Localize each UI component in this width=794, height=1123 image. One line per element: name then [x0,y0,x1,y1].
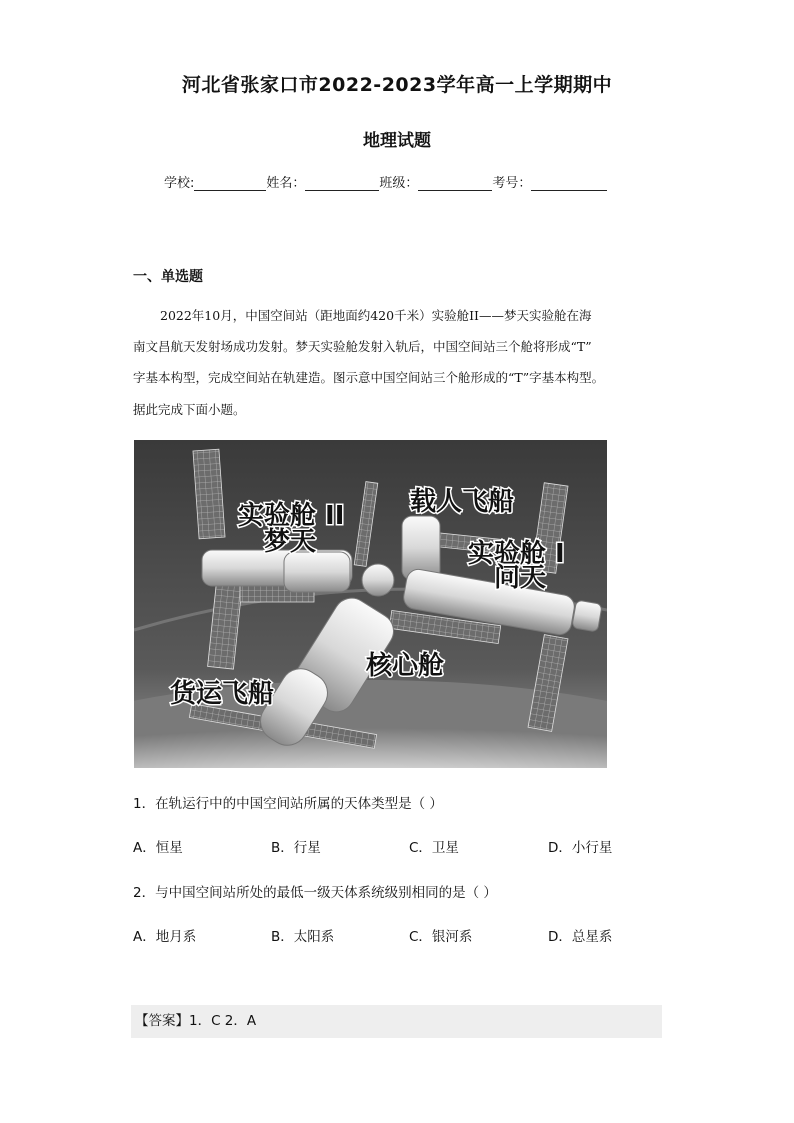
answer-box [131,1005,662,1038]
label-crew-ship: 载人飞船 [410,487,515,517]
q2-option-a[interactable]: A．地月系 [133,929,197,945]
passage-line-2: 南文昌航天发射场成功发射。梦天实验舱发射入轨后，中国空间站三个舱将形成“T” [133,339,592,354]
label-mengtian-1: 实验舱 II [238,501,345,531]
name-field[interactable] [305,176,379,191]
section-heading: 一、单选题 [133,269,203,285]
q2-option-b[interactable]: B．太阳系 [271,929,335,945]
q2-option-c[interactable]: C．银河系 [409,929,473,945]
q1-option-d[interactable]: D．小行星 [548,840,613,856]
q1-option-c[interactable]: C．卫星 [409,840,459,856]
document-subtitle: 地理试题 [363,131,431,151]
q1-option-a[interactable]: A．恒星 [133,840,183,856]
school-field[interactable] [194,176,266,191]
q1-option-b[interactable]: B．行星 [271,840,321,856]
question-2: 2．与中国空间站所处的最低一级天体系统级别相同的是（ ） [133,885,497,901]
class-field[interactable] [418,176,492,191]
space-station-figure [134,440,607,768]
label-mengtian-2: 梦天 [264,527,317,557]
question-1: 1．在轨运行中的中国空间站所属的天体类型是（ ） [133,796,443,812]
passage-line-1: 2022年10月，中国空间站（距地面约420千米）实验舱II——梦天实验舱在海 [160,308,592,323]
exam-no-field[interactable] [531,176,607,191]
answer-text: 【答案】1．C 2．A [135,1013,257,1029]
label-cargo-ship: 货运飞船 [170,679,275,709]
passage-line-4: 据此完成下面小题。 [133,402,246,417]
label-wentian-1: 实验舱 I [468,539,565,569]
label-wentian-2: 问天 [494,563,547,593]
document-title: 河北省张家口市2022-2023学年高一上学期期中 [181,74,613,96]
passage-line-3: 字基本构型，完成空间站在轨建造。图示意中国空间站三个舱形成的“T”字基本构型。 [133,370,605,385]
class-label: 班级： [379,176,419,191]
student-info-row [164,172,607,191]
school-label: 学校: [164,176,195,191]
q2-option-d[interactable]: D．总星系 [548,929,613,945]
label-core-module: 核心舱 [366,651,445,681]
exam-no-label: 考号： [492,176,532,191]
name-label: 姓名： [266,176,306,191]
